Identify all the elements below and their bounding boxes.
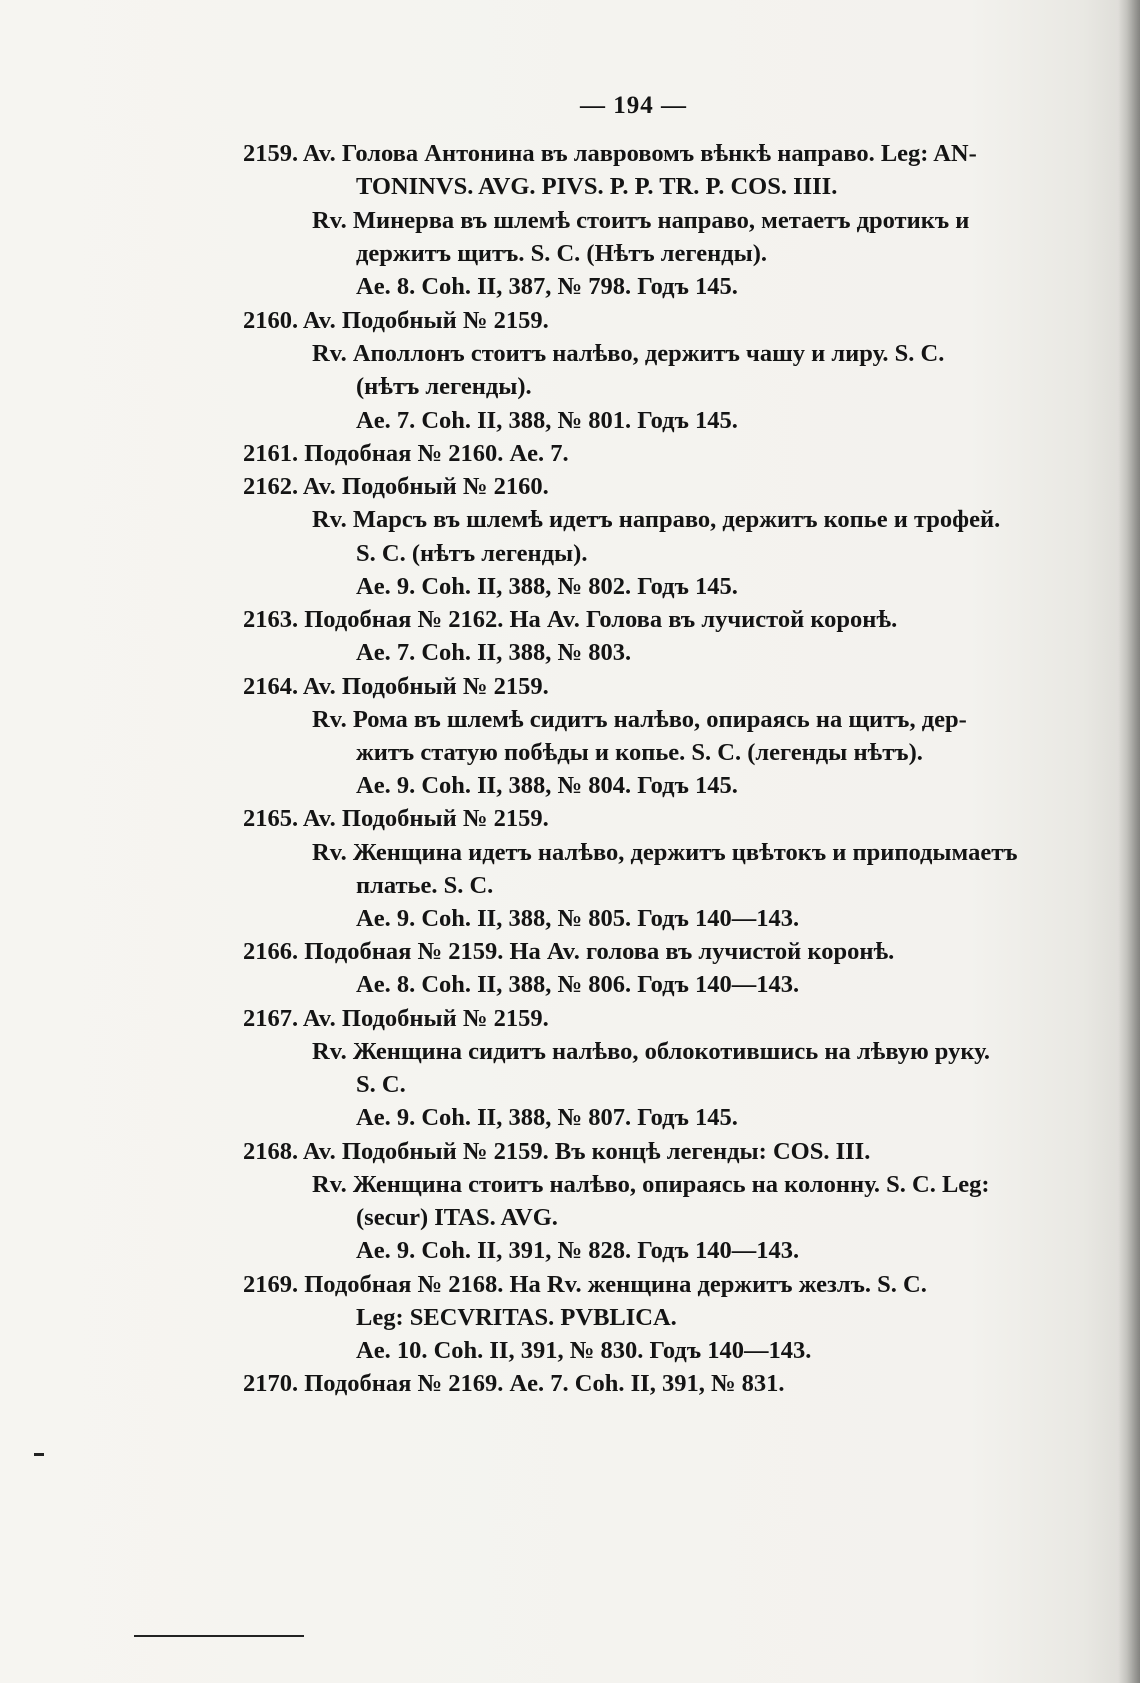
entry-2159-line-4: держитъ щитъ. S. C. (Нѣтъ легенды). bbox=[356, 240, 767, 267]
entry-2170-line-1: 2170. Подобная № 2169. Ae. 7. Coh. II, 391, № 831. bbox=[243, 1370, 785, 1397]
entry-2166-line-2: Ae. 8. Coh. II, 388, № 806. Годъ 140—143. bbox=[356, 971, 800, 998]
entry-2164-line-3: житъ статую побѣды и копье. S. C. (легенды нѣтъ). bbox=[356, 739, 923, 766]
entry-2168-line-3: (secur) ITAS. AVG. bbox=[356, 1204, 558, 1231]
entry-2164-line-2: Rv. Рома въ шлемѣ сидитъ налѣво, опираясь на щитъ, дер- bbox=[312, 706, 967, 733]
entry-2159-line-2: TONINVS. AVG. PIVS. P. P. TR. P. COS. IIII. bbox=[356, 173, 838, 200]
entry-2160-line-3: (нѣтъ легенды). bbox=[356, 373, 532, 400]
entry-2166-line-1: 2166. Подобная № 2159. На Av. голова въ лучистой коронѣ. bbox=[243, 938, 895, 965]
entry-2164-line-4: Ae. 9. Coh. II, 388, № 804. Годъ 145. bbox=[356, 772, 738, 799]
page-number: — 194 — bbox=[580, 92, 687, 119]
entry-2159-line-1: 2159. Av. Голова Антонина въ лавровомъ вѣнкѣ направо. Leg: AN- bbox=[243, 140, 977, 167]
entry-2167-line-1: 2167. Av. Подобный № 2159. bbox=[243, 1005, 549, 1032]
entry-2162-line-4: Ae. 9. Coh. II, 388, № 802. Годъ 145. bbox=[356, 573, 738, 600]
entry-2159-line-5: Ae. 8. Coh. II, 387, № 798. Годъ 145. bbox=[356, 273, 738, 300]
entry-2168-line-2: Rv. Женщина стоитъ налѣво, опираясь на колонну. S. C. Leg: bbox=[312, 1171, 990, 1198]
entry-2159-line-3: Rv. Минерва въ шлемѣ стоитъ направо, метаетъ дротикъ и bbox=[312, 207, 970, 234]
entry-2162-line-1: 2162. Av. Подобный № 2160. bbox=[243, 473, 549, 500]
entry-2163-line-1: 2163. Подобная № 2162. На Av. Голова въ лучистой коронѣ. bbox=[243, 606, 898, 633]
entry-2168-line-1: 2168. Av. Подобный № 2159. Въ концѣ легенды: COS. III. bbox=[243, 1138, 871, 1165]
entry-2160-line-2: Rv. Аполлонъ стоитъ налѣво, держитъ чашу и лиру. S. C. bbox=[312, 340, 945, 367]
entry-2167-line-3: S. C. bbox=[356, 1071, 406, 1098]
entry-2161-line-1: 2161. Подобная № 2160. Ae. 7. bbox=[243, 440, 569, 467]
entry-2169-line-2: Leg: SECVRITAS. PVBLICA. bbox=[356, 1304, 677, 1331]
entry-2162-line-3: S. C. (нѣтъ легенды). bbox=[356, 540, 588, 567]
entry-2162-line-2: Rv. Марсъ въ шлемѣ идетъ направо, держитъ копье и трофей. bbox=[312, 506, 1001, 533]
entry-2169-line-1: 2169. Подобная № 2168. На Rv. женщина держитъ жезлъ. S. C. bbox=[243, 1271, 927, 1298]
scan-mark-bottom bbox=[134, 1635, 304, 1637]
entry-2167-line-2: Rv. Женщина сидитъ налѣво, облокотившись на лѣвую руку. bbox=[312, 1038, 991, 1065]
entry-2169-line-3: Ae. 10. Coh. II, 391, № 830. Годъ 140—143. bbox=[356, 1337, 812, 1364]
entry-2165-line-2: Rv. Женщина идетъ налѣво, держитъ цвѣтокъ и приподымаетъ bbox=[312, 839, 1018, 866]
entry-2167-line-4: Ae. 9. Coh. II, 388, № 807. Годъ 145. bbox=[356, 1104, 738, 1131]
entry-2164-line-1: 2164. Av. Подобный № 2159. bbox=[243, 673, 549, 700]
entry-2165-line-3: платье. S. C. bbox=[356, 872, 494, 899]
entry-2160-line-1: 2160. Av. Подобный № 2159. bbox=[243, 307, 549, 334]
entry-2163-line-2: Ae. 7. Coh. II, 388, № 803. bbox=[356, 639, 632, 666]
scan-mark-left bbox=[34, 1453, 44, 1456]
entry-2165-line-1: 2165. Av. Подобный № 2159. bbox=[243, 805, 549, 832]
entry-2168-line-4: Ae. 9. Coh. II, 391, № 828. Годъ 140—143. bbox=[356, 1237, 800, 1264]
binding-edge bbox=[1118, 0, 1140, 1683]
entry-2165-line-4: Ae. 9. Coh. II, 388, № 805. Годъ 140—143. bbox=[356, 905, 800, 932]
entry-2160-line-4: Ae. 7. Coh. II, 388, № 801. Годъ 145. bbox=[356, 407, 738, 434]
